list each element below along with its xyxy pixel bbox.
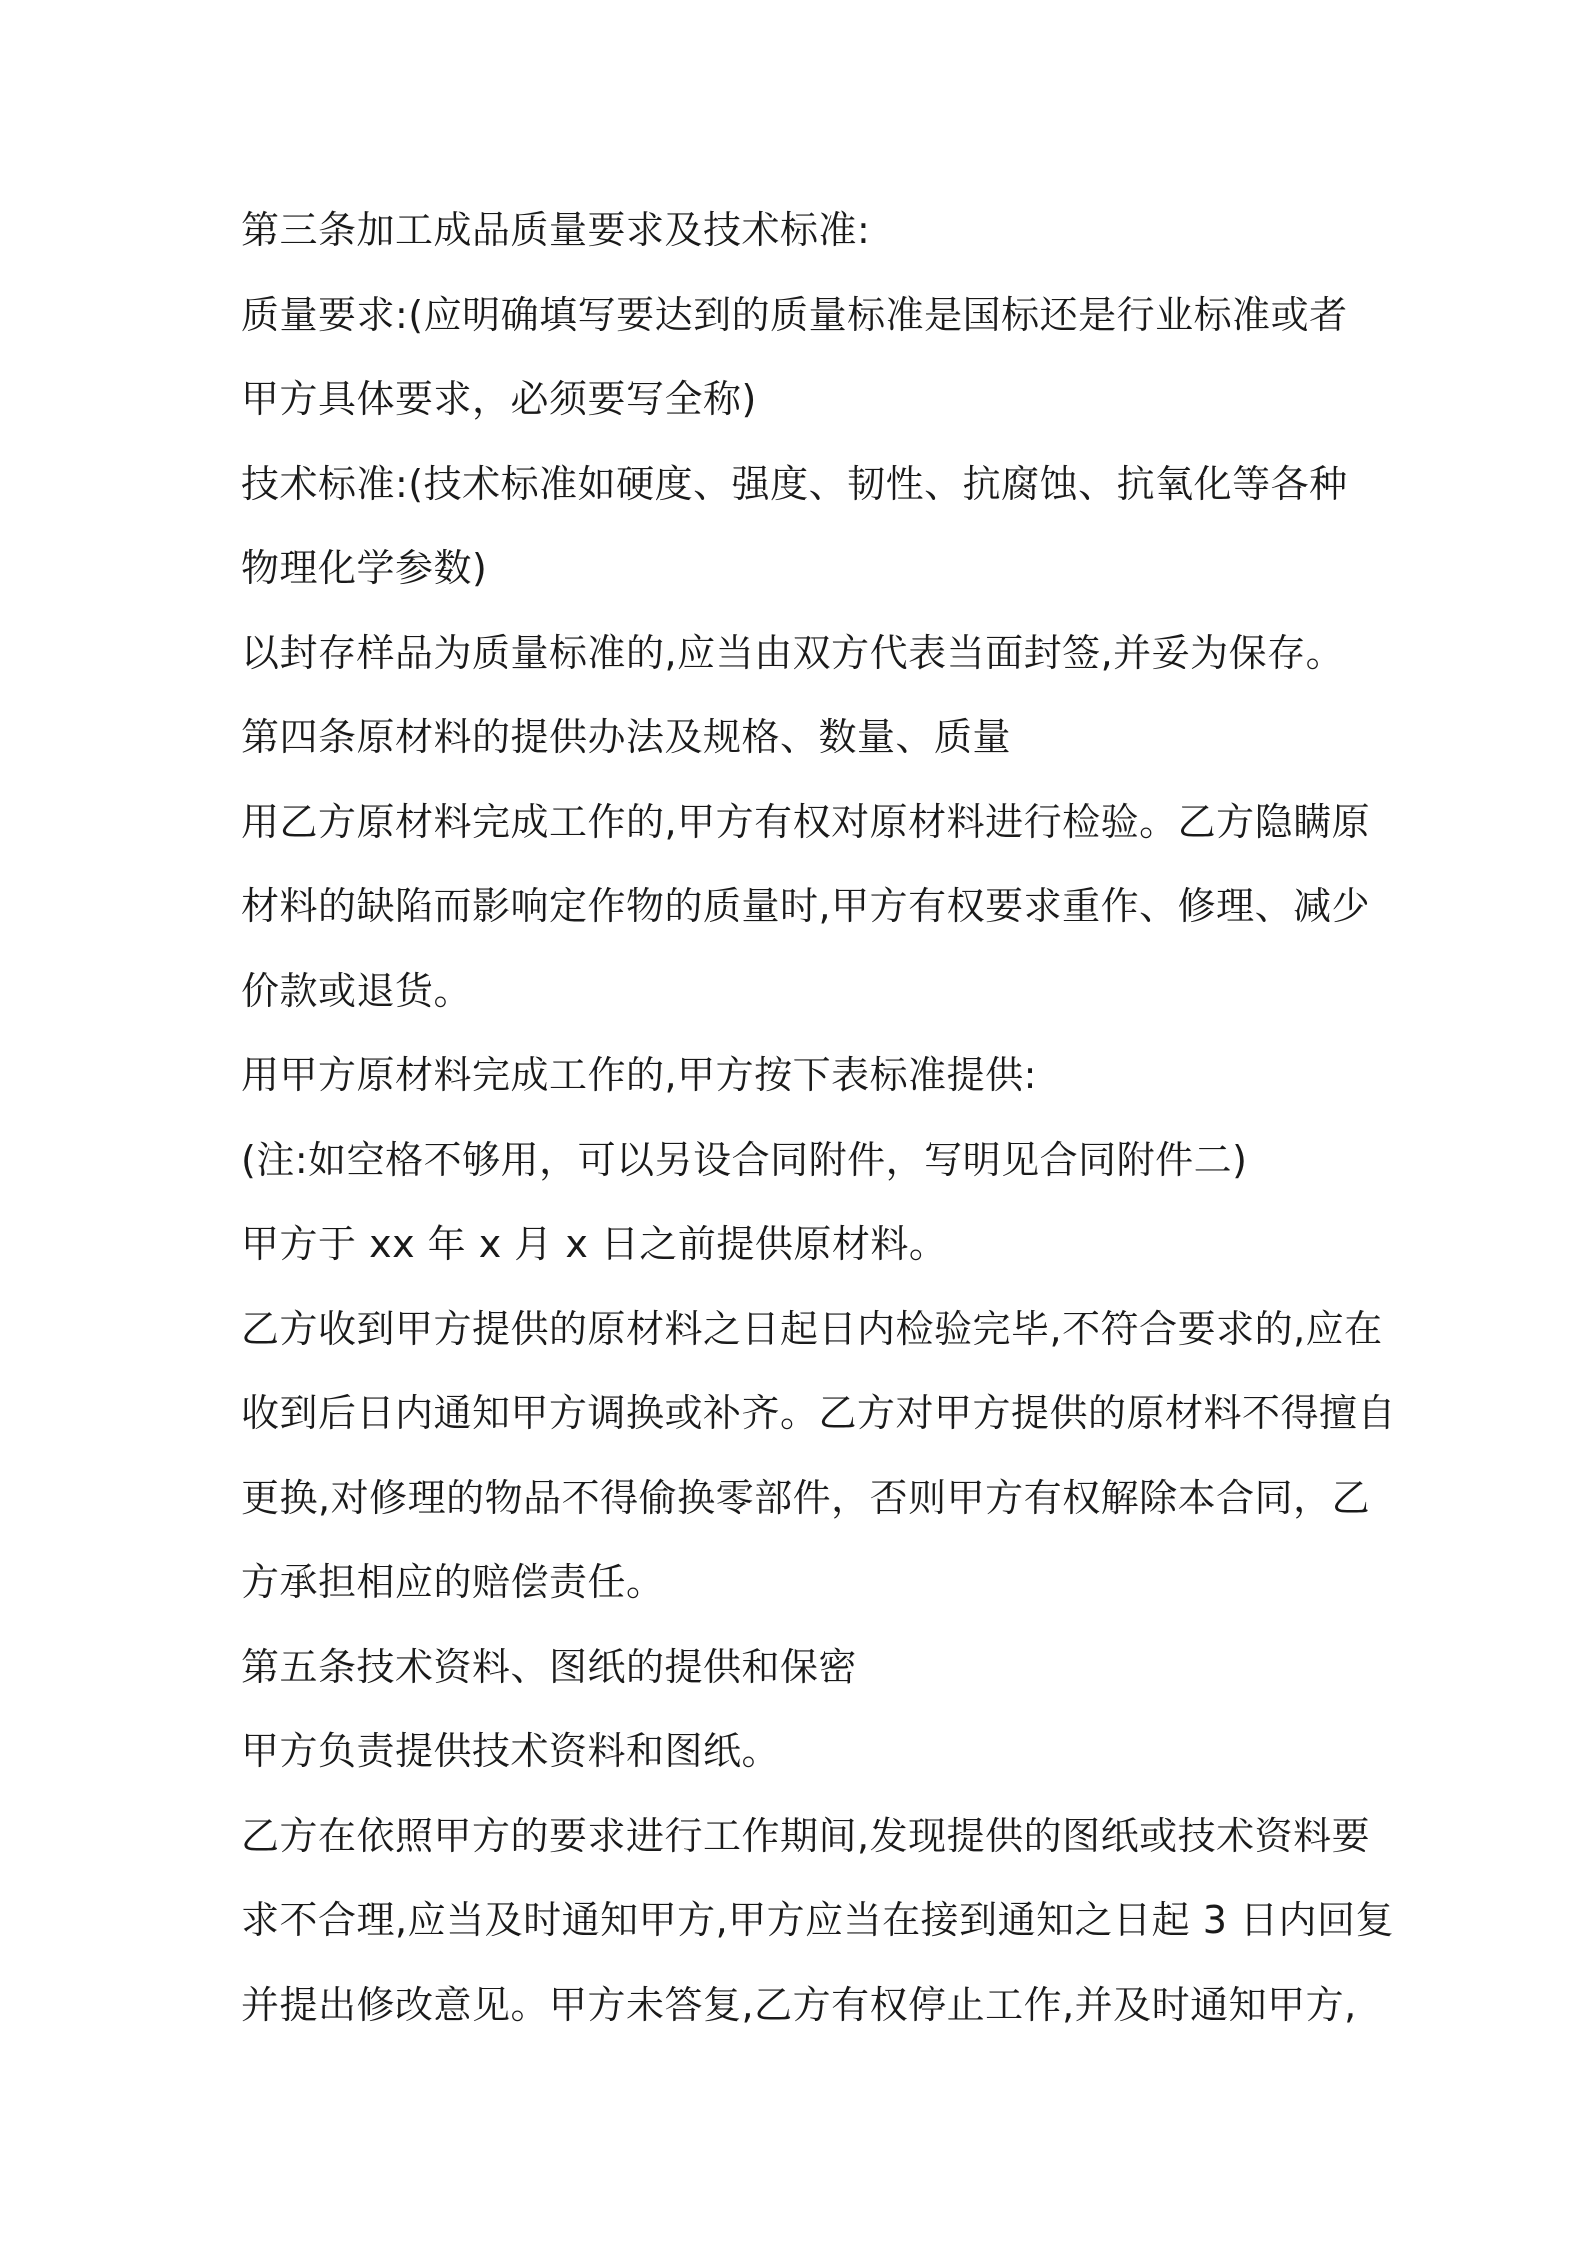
quality-requirement-line-1: 质量要求:(应明确填写要达到的质量标准是国标还是行业标准或者 <box>241 292 1348 337</box>
inspection-line-4: 方承担相应的赔偿责任。 <box>241 1560 665 1604</box>
unreasonable-docs-line-2: 求不合理,应当及时通知甲方,甲方应当在接到通知之日起 3 日内回复 <box>241 1898 1394 1942</box>
quality-requirement-line-2: 甲方具体要求，必须要写全称) <box>241 377 757 421</box>
document-body <box>241 200 1397 2059</box>
note-line: (注:如空格不够用，可以另设合同附件，写明见合同附件二) <box>241 1137 1248 1182</box>
unreasonable-docs-line-1: 乙方在依照甲方的要求进行工作期间,发现提供的图纸或技术资料要 <box>241 1813 1371 1858</box>
party-b-materials-line-1: 用乙方原材料完成工作的,甲方有权对原材料进行检验。乙方隐瞒原 <box>241 799 1371 844</box>
inspection-line-1: 乙方收到甲方提供的原材料之日起日内检验完毕,不符合要求的,应在 <box>241 1306 1383 1351</box>
technical-standard-line-1: 技术标准:(技术标准如硬度、强度、韧性、抗腐蚀、抗氧化等各种 <box>241 461 1348 506</box>
party-b-materials-line-2: 材料的缺陷而影响定作物的质量时,甲方有权要求重作、修理、减少 <box>241 884 1371 928</box>
inspection-line-2: 收到后日内通知甲方调换或补齐。乙方对甲方提供的原材料不得擅自 <box>241 1391 1397 1435</box>
unreasonable-docs-line-3: 并提出修改意见。甲方未答复,乙方有权停止工作,并及时通知甲方, <box>241 1982 1357 2027</box>
article-4-heading: 第四条原材料的提供办法及规格、数量、质量 <box>241 715 1012 759</box>
party-a-materials-line: 用甲方原材料完成工作的,甲方按下表标准提供: <box>241 1053 1037 1097</box>
party-b-materials-line-3: 价款或退货。 <box>241 968 473 1013</box>
article-3-heading: 第三条加工成品质量要求及技术标准: <box>241 208 871 252</box>
inspection-line-3: 更换,对修理的物品不得偷换零部件，否则甲方有权解除本合同，乙 <box>241 1475 1371 1520</box>
sealed-sample-line: 以封存样品为质量标准的,应当由双方代表当面封签,并妥为保存。 <box>241 630 1345 675</box>
technical-standard-line-2: 物理化学参数) <box>241 546 488 590</box>
supply-date-line: 甲方于 xx 年 x 月 x 日之前提供原材料。 <box>241 1222 948 1266</box>
article-5-heading: 第五条技术资料、图纸的提供和保密 <box>241 1644 858 1689</box>
technical-docs-line: 甲方负责提供技术资料和图纸。 <box>241 1729 781 1773</box>
